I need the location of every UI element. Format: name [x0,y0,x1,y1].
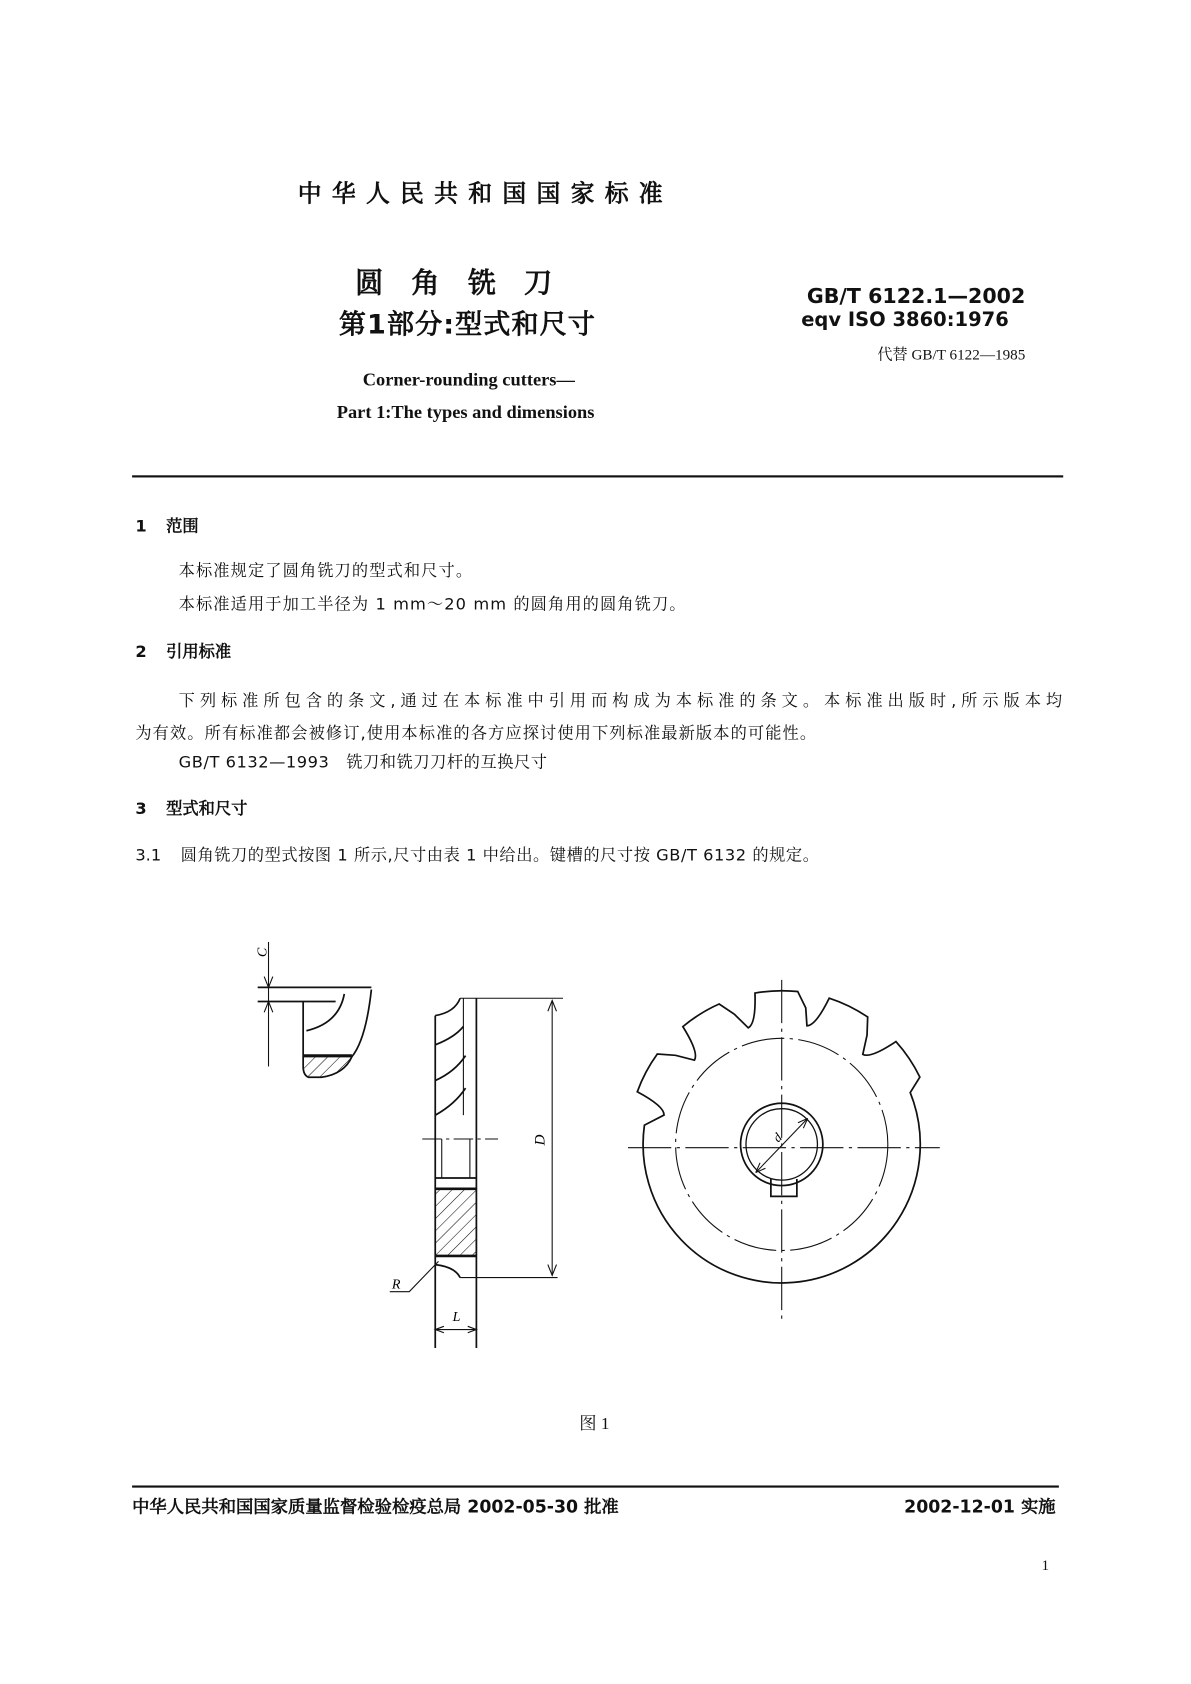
national-standard-heading: 中华人民共和国国家标准 [297,180,673,208]
section-title: 引用标准 [166,642,232,662]
side-view [390,998,563,1348]
paragraph-line: 本标准规定了圆角铣刀的型式和尺寸。 [178,560,474,581]
label-radius: R [391,1276,401,1293]
section-number: 1 [135,516,147,536]
label-c: C [254,947,271,958]
section-number: 2 [135,642,147,662]
clause-number: 3.1 [135,845,162,866]
normative-reference: GB/T 6132—1993 铣刀和铣刀刀杆的互换尺寸 [178,752,548,772]
subtitle-cn: 第1部分:型式和尺寸 [338,308,596,340]
section-title: 范围 [166,516,199,536]
label-outer-diameter: D [531,1134,549,1146]
section-title: 型式和尺寸 [166,799,248,819]
label-bore-diameter: d [769,1129,785,1145]
front-view [628,980,940,1323]
equivalence-label: eqv ISO 3860:1976 [801,308,1009,332]
page-number: 1 [1041,1558,1050,1575]
approval-info: 中华人民共和国国家质量监督检验检疫总局 2002-05-30 批准 [132,1496,619,1517]
title-en: Corner-rounding cutters— [362,369,575,390]
standard-number: GB/T 6122.1—2002 [806,284,1026,309]
clause-text: 圆角铣刀的型式按图 1 所示,尺寸由表 1 中给出。键槽的尺寸按 GB/T 6132 的规定。 [180,845,820,866]
paragraph-line: 下列标准所包含的条文,通过在本标准中引用而构成为本标准的条文。本标准出版时,所示版本均 [178,690,1064,711]
implementation-date: 2002-12-01 实施 [904,1496,1056,1517]
footer-rule [132,1485,1059,1487]
section-number: 3 [135,799,147,819]
paragraph-line: 为有效。所有标准都会被修订,使用本标准的各方应探讨使用下列标准最新版本的可能性。 [135,723,818,743]
tooth-detail-view [258,942,372,1077]
figure-caption: 图 1 [579,1415,610,1434]
label-width: L [452,1308,461,1325]
paragraph-line: 本标准适用于加工半径为 1 mm～20 mm 的圆角用的圆角铣刀。 [178,594,687,614]
subtitle-en: Part 1:The types and dimensions [336,401,595,423]
replaces-label: 代替 GB/T 6122—1985 [877,347,1026,364]
title-cn: 圆角铣刀 [355,267,581,300]
